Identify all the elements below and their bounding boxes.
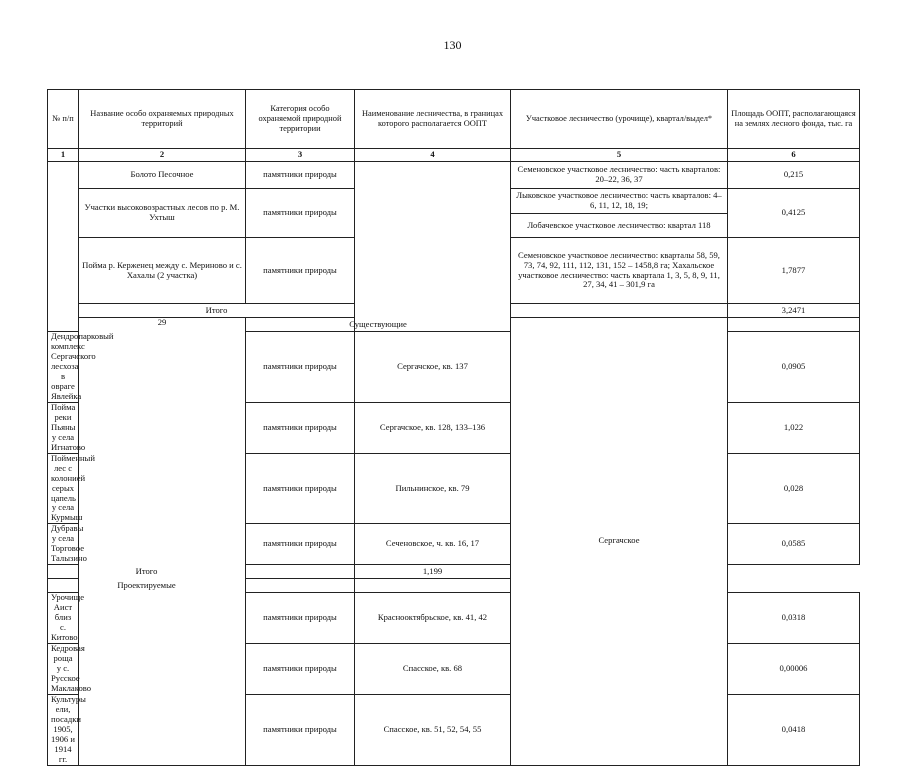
table-header-row: [48, 90, 860, 149]
column-number-row: [48, 149, 860, 162]
area-name: Дубравы у села Торговое Талызино: [48, 524, 79, 565]
section-row: [48, 318, 860, 332]
area-district: Семеновское участковое лесничество: кварталы 58, 59, 73, 74, 92, 111, 112, 131, 152 – 1458,8 га; Хахальское участковое лесничество: часть квартала 1, 3, 5, 8, 9, 11, 27, 34, 41 – 301,9 га: [511, 238, 728, 304]
area-district: Спасское, кв. 51, 52, 54, 55: [355, 694, 511, 765]
header-number: № п/п: [48, 90, 79, 149]
header-district: Участковое лесничество (урочище), квартал/выдел*: [511, 90, 728, 149]
total-label: Итого: [48, 565, 246, 579]
area-category: памятники природы: [246, 332, 355, 403]
area-size: 0,0318: [728, 593, 860, 644]
area-category: памятники природы: [246, 402, 355, 453]
area-category: памятники природы: [246, 644, 355, 695]
row-number-cell: [48, 162, 79, 332]
section-planned: Проектируемые: [48, 579, 246, 593]
area-district: Семеновское участковое лесничество: часть кварталов: 20–22, 36, 37: [511, 162, 728, 189]
area-district: Спасское, кв. 68: [355, 644, 511, 695]
area-category: памятники природы: [246, 453, 355, 524]
protected-areas-table: [47, 89, 860, 766]
row-number: 29: [79, 318, 246, 766]
header-name: Название особо охраняемых природных территорий: [79, 90, 246, 149]
area-size: 1,022: [728, 402, 860, 453]
empty-cell: [511, 304, 728, 318]
total-value: 3,2471: [728, 304, 860, 318]
area-name: Кедровая роща у с. Русское Маклаково: [48, 644, 79, 695]
area-district: Сеченовское, ч. кв. 16, 17: [355, 524, 511, 565]
area-name: Болото Песочное: [79, 162, 246, 189]
area-district: Сергачское, кв. 137: [355, 332, 511, 403]
area-name: Пойма р. Керженец между с. Мериново и с. Хахалы (2 участка): [79, 238, 246, 304]
area-size: 1,7877: [728, 238, 860, 304]
area-district: Пильнинское, кв. 79: [355, 453, 511, 524]
area-name: Участки высоковозрастных лесов по р. М. Ухтыш: [79, 189, 246, 238]
table-row: [48, 162, 860, 189]
column-number: 1: [48, 149, 79, 162]
header-forestry: Наименование лесничества, в границах которого располагается ООПТ: [355, 90, 511, 149]
area-size: 0,0905: [728, 332, 860, 403]
column-number: 4: [355, 149, 511, 162]
empty-cell: [355, 579, 511, 593]
header-category: Категория особо охраняемой природной территории: [246, 90, 355, 149]
section-row: [48, 579, 860, 593]
column-number: 3: [246, 149, 355, 162]
forestry-cell: [355, 162, 511, 332]
area-category: памятники природы: [246, 238, 355, 304]
area-size: 0,00006: [728, 644, 860, 695]
area-district: Краснооктябрьское, кв. 41, 42: [355, 593, 511, 644]
area-category: памятники природы: [246, 162, 355, 189]
area-name: Пойма реки Пьяны у села Игнатово: [48, 402, 79, 453]
area-category: памятники природы: [246, 189, 355, 238]
area-district: Лыковское участковое лесничество: часть кварталов: 4–6, 11, 12, 18, 19;: [511, 189, 728, 214]
empty-cell: [246, 565, 355, 579]
header-area: Площадь ООПТ, располагающаяся на землях лесного фонда, тыс. га: [728, 90, 860, 149]
total-label: Итого: [79, 304, 355, 318]
area-name: Пойменный лес с колонией серых цапель у села Курмыш: [48, 453, 79, 524]
area-category: памятники природы: [246, 524, 355, 565]
forestry-name: Сергачское: [511, 318, 728, 766]
area-name: Дендропарковый комплекс Сергачского лесхоза в овраге Явлейка: [48, 332, 79, 403]
page-number: 130: [443, 38, 462, 52]
area-category: памятники природы: [246, 694, 355, 765]
column-number: 5: [511, 149, 728, 162]
area-size: 0,028: [728, 453, 860, 524]
empty-cell: [246, 579, 355, 593]
area-category: памятники природы: [246, 593, 355, 644]
area-size: 0,4125: [728, 189, 860, 238]
area-name: Урочище Аист близ с. Китово: [48, 593, 79, 644]
total-row: [48, 565, 860, 579]
area-size: 0,0585: [728, 524, 860, 565]
section-existing: Существующие: [246, 318, 511, 332]
column-number: 2: [79, 149, 246, 162]
area-district: Сергачское, кв. 128, 133–136: [355, 402, 511, 453]
total-value: 1,199: [355, 565, 511, 579]
column-number: 6: [728, 149, 860, 162]
area-size: 0,215: [728, 162, 860, 189]
area-size: 0,0418: [728, 694, 860, 765]
area-name: Культуры ели, посадки 1905, 1906 и 1914 гг.: [48, 694, 79, 765]
area-district: Лобачевское участковое лесничество: квартал 118: [511, 214, 728, 238]
empty-cell: [728, 318, 860, 332]
